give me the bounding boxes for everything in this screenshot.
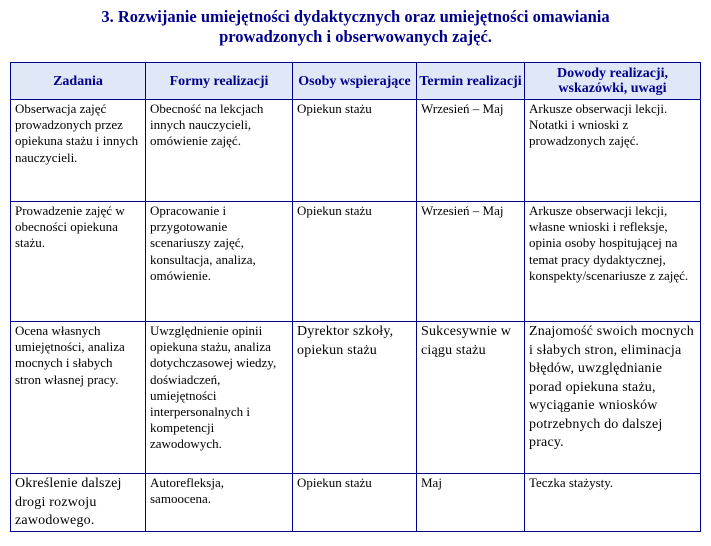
table-row bbox=[11, 100, 701, 202]
header-termin-realizacji: Termin realizacji bbox=[417, 63, 525, 100]
cell-formy: Obecność na lekcjach innych nauczycieli, omówienie zajęć. bbox=[146, 100, 293, 202]
document-title bbox=[0, 7, 711, 47]
header-osoby-wspierajace: Osoby wspierające bbox=[293, 63, 417, 100]
cell-termin: Sukcesywnie w ciągu stażu bbox=[417, 322, 525, 474]
table-row bbox=[11, 322, 701, 474]
cell-zadania: Obserwacja zajęć prowadzonych przez opiekuna stażu i innych nauczycieli. bbox=[11, 100, 146, 202]
cell-osoby: Dyrektor szkoły, opiekun stażu bbox=[293, 322, 417, 474]
table-row bbox=[11, 202, 701, 322]
cell-osoby: Opiekun stażu bbox=[293, 474, 417, 532]
cell-termin: Wrzesień – Maj bbox=[417, 100, 525, 202]
cell-dowody: Znajomość swoich mocnych i słabych stron, eliminacja błędów, uwzględnianie porad opiekuna stażu, wyciąganie wniosków potrzebnych do dalszej pracy. bbox=[525, 322, 701, 474]
cell-formy: Uwzględnienie opinii opiekuna stażu, analiza dotychczasowej wiedzy, doświadczeń, umiejętności interpersonalnych i kompetencji zawodowych. bbox=[146, 322, 293, 474]
header-dowody-realizacji: Dowody realizacji, wskazówki, uwagi bbox=[525, 63, 701, 100]
cell-osoby: Opiekun stażu bbox=[293, 202, 417, 322]
cell-formy: Autorefleksja, samoocena. bbox=[146, 474, 293, 532]
cell-termin: Maj bbox=[417, 474, 525, 532]
cell-zadania: Określenie dalszej drogi rozwoju zawodowego. bbox=[11, 474, 146, 532]
cell-zadania: Prowadzenie zajęć w obecności opiekuna stażu. bbox=[11, 202, 146, 322]
cell-dowody: Arkusze obserwacji lekcji. Notatki i wnioski z prowadzonych zajęć. bbox=[525, 100, 701, 202]
title-line-2: prowadzonych i obserwowanych zajęć. bbox=[219, 27, 492, 46]
header-formy-realizacji: Formy realizacji bbox=[146, 63, 293, 100]
cell-dowody: Teczka stażysty. bbox=[525, 474, 701, 532]
cell-termin: Wrzesień – Maj bbox=[417, 202, 525, 322]
table-header-row bbox=[11, 63, 701, 100]
cell-dowody: Arkusze obserwacji lekcji, własne wnioski i refleksje, opinia osoby hospitującej na temat pracy dydaktycznej, konspekty/scenariusze z zajęć. bbox=[525, 202, 701, 322]
title-line-1: 3. Rozwijanie umiejętności dydaktycznych oraz umiejętności omawiania bbox=[101, 7, 610, 26]
cell-formy: Opracowanie i przygotowanie scenariuszy zajęć, konsultacja, analiza, omówienie. bbox=[146, 202, 293, 322]
table-row bbox=[11, 474, 701, 532]
header-zadania: Zadania bbox=[11, 63, 146, 100]
cell-osoby: Opiekun stażu bbox=[293, 100, 417, 202]
cell-zadania: Ocena własnych umiejętności, analiza mocnych i słabych stron własnej pracy. bbox=[11, 322, 146, 474]
plan-table bbox=[10, 62, 701, 532]
